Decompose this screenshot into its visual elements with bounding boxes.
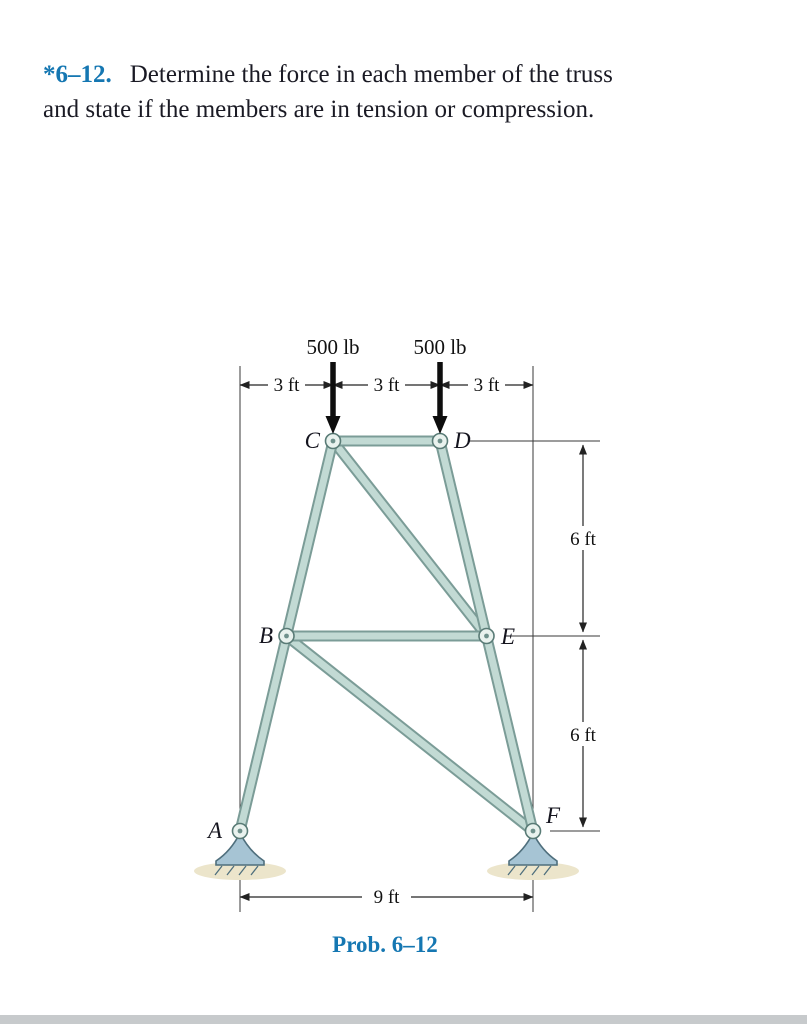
- joint-label-d: D: [454, 428, 471, 453]
- joint-label-c: C: [304, 428, 320, 453]
- joint-label-e: E: [501, 624, 516, 649]
- dim-top-1: 3 ft: [273, 375, 300, 396]
- problem-number: *6–12.: [43, 61, 112, 88]
- dimension-top: [240, 375, 533, 396]
- joint-pin-d: [433, 434, 448, 449]
- figure-caption: Prob. 6–12: [332, 932, 438, 957]
- joint-pin-f: [526, 824, 541, 839]
- truss-figure: [170, 320, 650, 940]
- dimension-bottom: [240, 886, 533, 908]
- bottom-strip: [0, 1015, 807, 1024]
- joint-pin-a: [233, 824, 248, 839]
- statement-line1: Determine the force in each member of the truss: [129, 61, 613, 88]
- dim-right-2: 6 ft: [570, 725, 596, 746]
- joint-label-b: B: [258, 623, 273, 648]
- joint-pin-b: [279, 629, 294, 644]
- truss-diagram: [170, 320, 650, 940]
- joint-label-f: F: [546, 803, 561, 828]
- statement-line2: and state if the members are in tension or compression.: [43, 95, 595, 123]
- joint-label-a: A: [207, 818, 222, 843]
- load-label-c: 500 lb: [306, 335, 360, 359]
- dim-top-3: 3 ft: [473, 375, 500, 396]
- dim-bottom: 9 ft: [373, 887, 400, 908]
- support-f: [487, 833, 579, 880]
- joint-pin-c: [326, 434, 341, 449]
- dim-top-2: 3 ft: [373, 375, 400, 396]
- problem-statement: [43, 58, 783, 127]
- joint-pin-e: [479, 629, 494, 644]
- load-label-d: 500 lb: [413, 335, 467, 359]
- dim-right-1: 6 ft: [570, 529, 596, 550]
